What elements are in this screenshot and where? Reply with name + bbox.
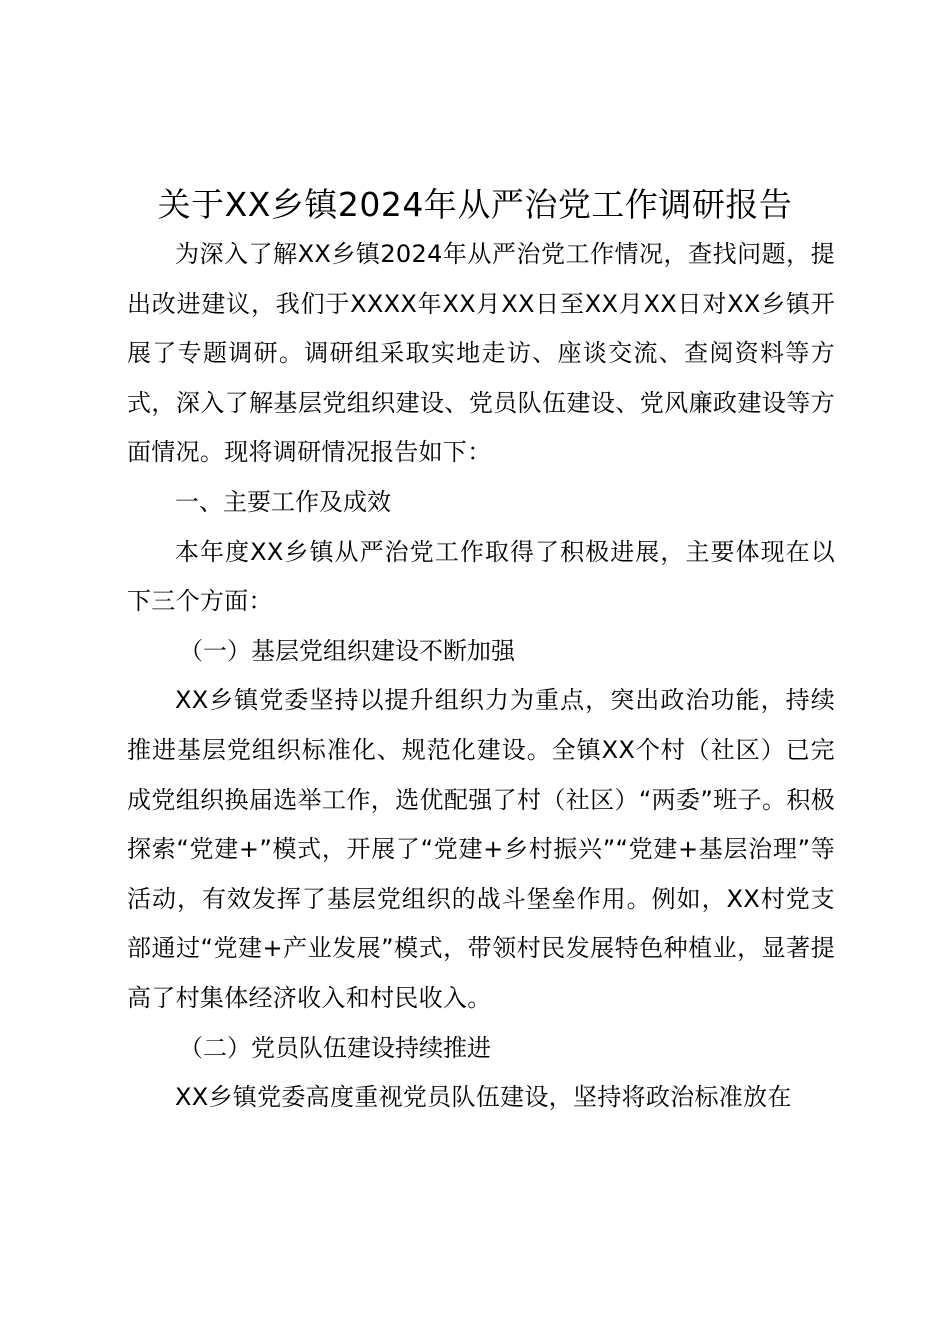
document-body (127, 230, 835, 1123)
document-title: 关于XX乡镇2024年从严治党工作调研报告 (157, 185, 793, 224)
subsection-body-party-members: XX乡镇党委高度重视党员队伍建设，坚持将政治标准放在 (175, 1083, 792, 1112)
subsection-heading-party-organization: （一）基层党组织建设不断加强 (179, 636, 515, 665)
subsection-heading-party-members: （二）党员队伍建设持续推进 (179, 1033, 491, 1062)
section-heading-main-work: 一、主要工作及成效 (175, 487, 391, 516)
subsection-body-party-organization: XX乡镇党委坚持以提升组织力为重点，突出政治功能，持续推进基层党组织标准化、规范化建设。全镇XX个村（社区）已完成党组织换届选举工作，选优配强了村（社区）“两委”班子。积极探索“党建+”模式，开展了“党建+乡村振兴”“党建+基层治理”等活动，有效发挥了基层党组织的战斗堡垒作用。例如，XX村党支部通过“党建+产业发展”模式，带领村民发展特色种植业，显著提高了村集体经济收入和村民收入。 (127, 686, 835, 1012)
intro-paragraph: 为深入了解XX乡镇2024年从严治党工作情况，查找问题，提出改进建议，我们于XXXX年XX月XX日至XX月XX日对XX乡镇开展了专题调研。调研组采取实地走访、座谈交流、查阅资料等方式，深入了解基层党组织建设、党员队伍建设、党风廉政建设等方面情况。现将调研情况报告如下： (127, 240, 835, 467)
section-intro-paragraph: 本年度XX乡镇从严治党工作取得了积极进展，主要体现在以下三个方面： (127, 537, 835, 616)
